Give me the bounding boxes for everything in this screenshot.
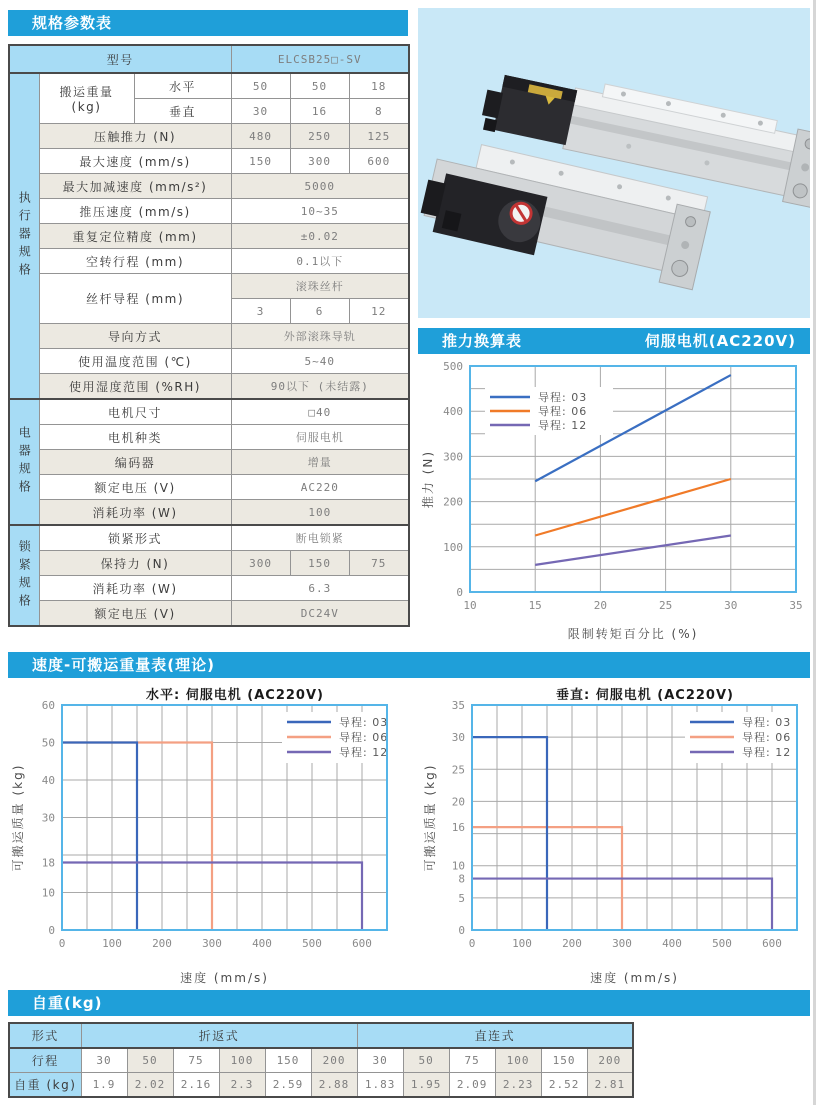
y-tick-label: 30: [41, 811, 55, 825]
x-tick-label: 10: [463, 599, 477, 612]
y-tick-label: 10: [41, 886, 55, 900]
legend-label: 导程: 06: [742, 731, 792, 744]
y-tick-label: 25: [451, 763, 465, 777]
x-tick-label: 500: [712, 937, 732, 950]
table-row: 电器规格 电机尺寸 □40: [9, 399, 409, 425]
series-line: [535, 536, 731, 565]
x-tick-label: 0: [58, 937, 66, 950]
legend-label: 导程: 12: [742, 746, 792, 759]
model-label: 型号: [9, 45, 231, 73]
x-tick-label: 600: [762, 937, 782, 950]
series-line: [535, 479, 731, 536]
table-row: 电机种类 伺服电机: [9, 425, 409, 450]
table-row: 最大加减速度 (mm/s²) 5000: [9, 174, 409, 199]
table-row: 垂直 30 16 8: [9, 99, 409, 124]
vertical-speed-chart: [420, 700, 810, 992]
y-tick-label: 500: [443, 360, 463, 373]
y-tick-label: 20: [451, 795, 465, 809]
x-tick-label: 300: [612, 937, 632, 950]
legend-label: 导程: 03: [742, 716, 792, 729]
legend-label: 导程: 06: [339, 731, 389, 744]
y-tick-label: 40: [41, 774, 55, 787]
y-tick-label: 50: [41, 736, 55, 750]
product-photo: [418, 8, 810, 318]
weight-row: 自重 (kg) 1.9 2.02 2.16 2.3 2.59 2.88 1.83 1.95 2.09 2.23 2.52 2.81: [9, 1073, 633, 1098]
carry-weight-label: 搬运重量 (kg): [39, 73, 134, 124]
x-tick-label: 300: [202, 937, 222, 950]
x-axis-label: 限制转矩百分比 (%): [567, 627, 699, 641]
x-tick-label: 30: [724, 599, 738, 612]
x-tick-label: 200: [152, 937, 172, 950]
direct-type-label: 直连式: [357, 1023, 633, 1048]
table-row: 消耗功率 (W) 100: [9, 500, 409, 526]
thrust-section-subtitle: 伺服电机(AC220V): [644, 332, 796, 350]
table-row: 重复定位精度 (mm) ±0.02: [9, 224, 409, 249]
y-tick-label: 0: [456, 586, 463, 599]
horizontal-chart-title: 水平: 伺服电机 (AC220V): [146, 688, 324, 703]
y-tick-label: 0: [48, 924, 55, 937]
thrust-section-title: 推力换算表: [442, 332, 523, 350]
fold-type-label: 折返式: [81, 1023, 357, 1048]
y-axis-label: 可搬运质量 (kg): [11, 763, 25, 872]
weight-section-header: 自重(kg): [8, 990, 810, 1016]
weight-table: [8, 1022, 634, 1098]
table-row: 额定电压 (V) DC24V: [9, 601, 409, 627]
speed-section-header: 速度-可搬运重量表(理论): [8, 652, 810, 678]
table-row: 3 6 12: [9, 299, 409, 324]
x-tick-label: 500: [302, 937, 322, 950]
table-row: 使用温度范围 (℃) 5~40: [9, 349, 409, 374]
x-tick-label: 400: [662, 937, 682, 950]
legend-label: 导程: 03: [339, 716, 389, 729]
spec-table: [8, 44, 410, 627]
table-row: 执行器规格 搬运重量 (kg) 水平 50 50 18: [9, 73, 409, 99]
table-row: 空转行程 (mm) 0.1以下: [9, 249, 409, 274]
x-tick-label: 400: [252, 937, 272, 950]
model-value: ELCSB25□-SV: [231, 45, 409, 73]
y-tick-label: 8: [458, 872, 465, 886]
x-tick-label: 100: [512, 937, 532, 950]
y-axis-label: 可搬运质量 (kg): [423, 763, 437, 872]
x-tick-label: 100: [102, 937, 122, 950]
table-row: 消耗功率 (W) 6.3: [9, 576, 409, 601]
carry-vertical-label: 垂直: [134, 99, 231, 124]
table-row: 导向方式 外部滚珠导轨: [9, 324, 409, 349]
y-tick-label: 60: [41, 700, 55, 712]
x-tick-label: 35: [789, 599, 803, 612]
y-tick-label: 200: [443, 495, 463, 509]
y-tick-label: 5: [458, 891, 465, 905]
x-tick-label: 600: [352, 937, 372, 950]
x-tick-label: 15: [528, 599, 542, 612]
table-row: 额定电压 (V) AC220: [9, 475, 409, 500]
thrust-chart: [418, 356, 810, 648]
x-tick-label: 0: [468, 937, 476, 950]
category-electrical: 电器规格: [9, 399, 39, 525]
y-tick-label: 300: [443, 450, 463, 464]
table-row: 推压速度 (mm/s) 10~35: [9, 199, 409, 224]
x-axis-label: 速度 (mm/s): [590, 971, 679, 985]
x-tick-label: 25: [658, 599, 673, 612]
model-row: [9, 45, 409, 73]
table-row: 保持力 (N) 300 150 75: [9, 551, 409, 576]
carry-horizontal-label: 水平: [134, 73, 231, 99]
thrust-section-header: [418, 328, 810, 354]
table-row: 编码器 增量: [9, 450, 409, 475]
stroke-row: 行程 30 50 75 100 150 200 30 50 75 100 150 200: [9, 1048, 633, 1073]
x-axis-label: 速度 (mm/s): [180, 971, 269, 985]
weight-header-row: [9, 1023, 633, 1048]
y-tick-label: 100: [443, 540, 463, 554]
x-tick-label: 200: [562, 937, 582, 950]
y-tick-label: 35: [451, 700, 465, 712]
table-row: 压触推力 (N) 480 250 125: [9, 124, 409, 149]
y-tick-label: 10: [451, 859, 465, 873]
y-tick-label: 400: [443, 405, 463, 419]
table-row: 丝杆导程 (mm) 滚珠丝杆: [9, 274, 409, 299]
vertical-chart-title: 垂直: 伺服电机 (AC220V): [556, 688, 734, 703]
series-line: [62, 743, 137, 931]
table-row: 锁紧规格 锁紧形式 断电锁紧: [9, 525, 409, 551]
legend-label: 导程: 12: [538, 419, 588, 432]
table-row: 使用湿度范围 (%RH) 90以下 (未结露): [9, 374, 409, 400]
y-tick-label: 18: [41, 856, 55, 870]
legend-label: 导程: 12: [339, 746, 389, 759]
category-lock: 锁紧规格: [9, 525, 39, 626]
y-tick-label: 30: [451, 731, 465, 745]
horizontal-speed-chart: [8, 700, 408, 992]
y-axis-label: 推力 (N): [421, 449, 435, 509]
page-edge-shadow: [813, 0, 816, 1105]
table-row: 最大速度 (mm/s) 150 300 600: [9, 149, 409, 174]
legend-label: 导程: 06: [538, 405, 588, 418]
legend-label: 导程: 03: [538, 391, 588, 404]
type-label: 形式: [9, 1023, 81, 1048]
category-actuator: 执行器规格: [9, 73, 39, 399]
x-tick-label: 20: [593, 599, 608, 612]
spec-section-header: 规格参数表: [8, 10, 408, 36]
y-tick-label: 0: [458, 924, 465, 937]
y-tick-label: 16: [451, 821, 465, 835]
